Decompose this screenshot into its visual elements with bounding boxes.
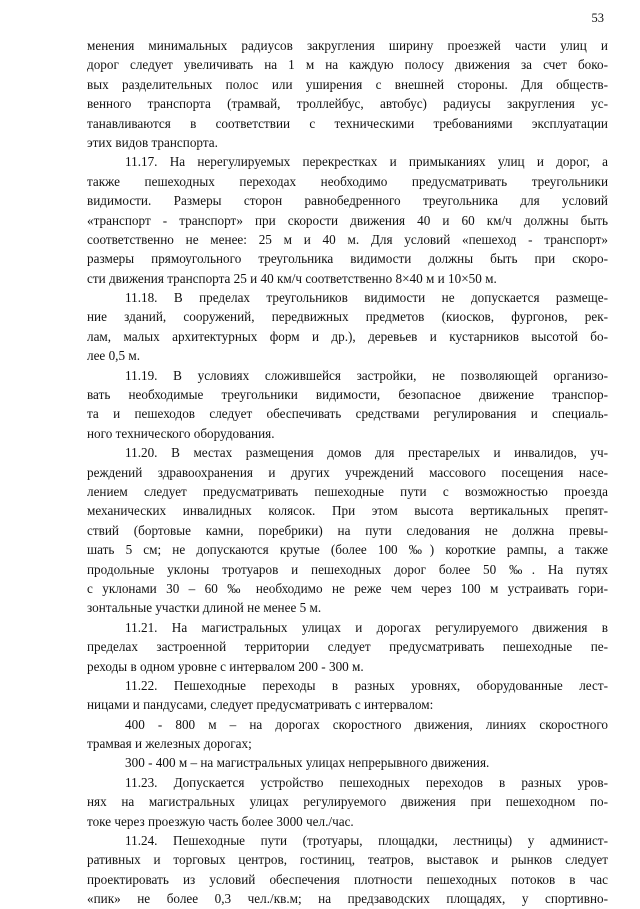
body-text bbox=[87, 36, 608, 909]
text-line: шать 5 см; не допускаются крутые (более 100 ‰) короткие рампы, а также bbox=[87, 542, 608, 558]
list-item-400-800: 400 - 800 м – на дорогах скоростного движения, линиях скоростного bbox=[125, 716, 608, 732]
text-line: видимости. Размеры сторон равнобедренного треугольника для условий bbox=[87, 193, 608, 209]
paragraph-11-18-first-line: 11.18. В пределах треугольников видимости не допускается размеще- bbox=[125, 290, 608, 306]
text-line: пределах застроенной территории следует предусматривать пешеходные пе- bbox=[87, 639, 608, 655]
list-item-300-400: 300 - 400 м – на магистральных улицах непрерывного движения. bbox=[125, 755, 490, 771]
text-line: реходы в одном уровне с интервалом 200 - 300 м. bbox=[87, 658, 364, 674]
text-line: дорог следует увеличивать на 1 м на каждую полосу движения за счет боко- bbox=[87, 57, 608, 73]
paragraph-11-21-first-line: 11.21. На магистральных улицах и дорогах регулируемого движения в bbox=[125, 619, 608, 635]
text-line: «транспорт - транспорт» при скорости движения 40 и 60 км/ч должны быть bbox=[87, 212, 608, 228]
text-line: сти движения транспорта 25 и 40 км/ч соответственно 8×40 м и 10×50 м. bbox=[87, 270, 497, 286]
paragraph-11-17-first-line: 11.17. На нерегулируемых перекрестках и примыканиях улиц и дорог, а bbox=[125, 154, 608, 170]
text-line: ного технического оборудования. bbox=[87, 425, 275, 441]
text-line: также пешеходных переходах необходимо предусматривать треугольники bbox=[87, 173, 608, 189]
text-line: ницами и пандусами, следует предусматривать с интервалом: bbox=[87, 697, 434, 713]
text-line: венного транспорта (трамвай, троллейбус, автобус) радиусы закругления ус- bbox=[87, 96, 608, 112]
text-line: нях на магистральных улицах регулируемого движения при пешеходном по- bbox=[87, 794, 608, 810]
text-line: зонтальные участки длиной не менее 5 м. bbox=[87, 600, 322, 616]
text-line: токе через проезжую часть более 3000 чел./час. bbox=[87, 813, 354, 829]
text-line: лением следует предусматривать пешеходные пути с возможностью проезда bbox=[87, 483, 608, 499]
text-line: размеры прямоугольного треугольника видимости должны быть при скоро- bbox=[87, 251, 608, 267]
text-line: ние зданий, сооружений, передвижных предметов (киосков, фургонов, рек- bbox=[87, 309, 608, 325]
text-line: вых разделительных полос или уширения с внешней стороны. Для обществ- bbox=[87, 76, 608, 92]
text-line: соответственно не менее: 25 м и 40 м. Для условий «пешеход - транспорт» bbox=[87, 231, 608, 247]
paragraph-11-22-first-line: 11.22. Пешеходные переходы в разных уровнях, оборудованные лест- bbox=[125, 677, 608, 693]
text-line: «пик» не более 0,3 чел./кв.м; на предзаводских площадях, у спортивно- bbox=[87, 891, 608, 907]
paragraph-11-23-first-line: 11.23. Допускается устройство пешеходных переходов в разных уров- bbox=[125, 774, 608, 790]
text-line: ративных и торговых центров, гостиниц, театров, выставок и рынков следует bbox=[87, 852, 608, 868]
page-number: 53 bbox=[591, 11, 604, 25]
text-line: механических инвалидных колясок. При этом высота вертикальных препят- bbox=[87, 503, 608, 519]
text-line: проектировать из условий обеспечения плотности пешеходных потоков в час bbox=[87, 871, 608, 887]
text-line: вать необходимые треугольники видимости, безопасное движение транспор- bbox=[87, 387, 608, 403]
text-line: танавливаются в соответствии с техническими требованиями эксплуатации bbox=[87, 115, 608, 131]
paragraph-11-24-first-line: 11.24. Пешеходные пути (тротуары, площадки, лестницы) у админист- bbox=[125, 833, 608, 849]
text-line: с уклонами 30 – 60 ‰ необходимо не реже чем через 100 м устраивать гори- bbox=[87, 580, 608, 596]
text-line: лее 0,5 м. bbox=[87, 348, 141, 364]
text-line: этих видов транспорта. bbox=[87, 134, 218, 150]
text-line: та и пешеходов следует обеспечивать средствами регулирования и специаль- bbox=[87, 406, 608, 422]
text-line: лам, малых архитектурных форм и др.), деревьев и кустарников высотой бо- bbox=[87, 328, 608, 344]
text-line: ствий (бортовые камни, поребрики) на пути следования не должна превы- bbox=[87, 522, 608, 538]
paragraph-11-20-first-line: 11.20. В местах размещения домов для престарелых и инвалидов, уч- bbox=[125, 445, 608, 461]
text-line: реждений здравоохранения и других учреждений массового посещения насе- bbox=[87, 464, 608, 480]
text-line: менения минимальных радиусов закругления ширину проезжей части улиц и bbox=[87, 38, 608, 53]
text-line: продольные уклоны тротуаров и пешеходных дорог более 50 ‰. На путях bbox=[87, 561, 608, 577]
paragraph-11-19-first-line: 11.19. В условиях сложившейся застройки, не позволяющей организо- bbox=[125, 367, 608, 383]
text-line: трамвая и железных дорогах; bbox=[87, 736, 252, 752]
